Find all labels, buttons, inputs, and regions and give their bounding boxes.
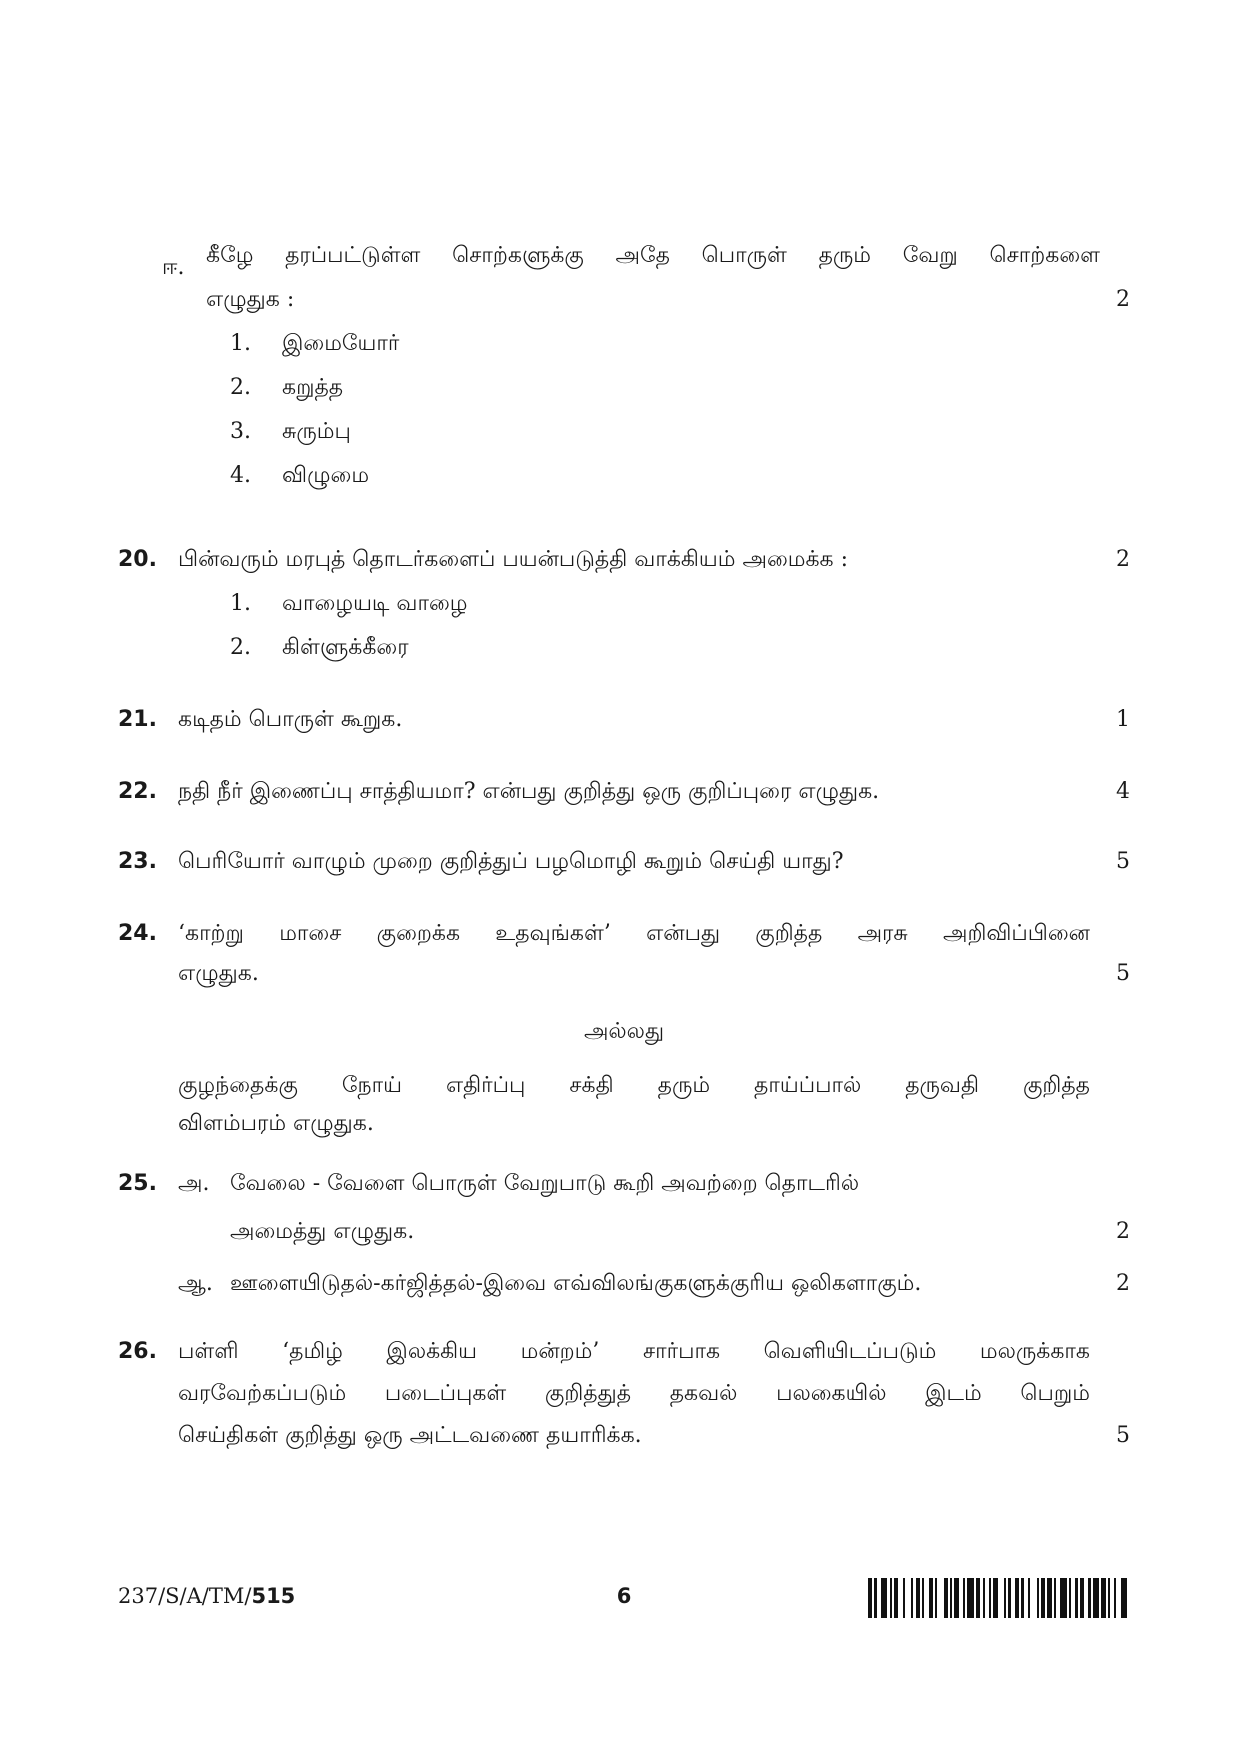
question-text-line2: வரவேற்கப்படும் படைப்புகள் குறித்துத் தகவல் பலகையில் இடம் பெறும் <box>178 1381 1090 1406</box>
list-item-word: விழுமை <box>282 463 370 488</box>
question-26 <box>118 1330 1130 1470</box>
question-text-line1: ‘காற்று மாசை குறைக்க உதவுங்கள்’ என்பது குறித்த அரசு அறிவிப்பினை <box>178 921 1090 946</box>
question-text-line3: செய்திகள் குறித்து ஒரு அட்டவணை தயாரிக்க. <box>178 1423 642 1448</box>
list-item-word: கிள்ளுக்கீரை <box>282 635 409 660</box>
marks: 2 <box>1116 1219 1130 1244</box>
question-21 <box>118 698 1130 742</box>
question-19e <box>118 243 1130 488</box>
alternate-text-line1: குழந்தைக்கு நோய் எதிர்ப்பு சக்தி தரும் தாய்ப்பால் தருவதி குறித்த <box>178 1073 1090 1098</box>
question-22 <box>118 770 1130 814</box>
sub-question-a-line2: அமைத்து எழுதுக. <box>230 1219 415 1244</box>
list-item-number: 1. <box>230 331 251 356</box>
sub-question-label: அ. <box>178 1171 210 1196</box>
list-item <box>230 454 830 498</box>
list-item-number: 1. <box>230 591 251 616</box>
question-23 <box>118 840 1130 884</box>
question-number: 26. <box>118 1339 157 1364</box>
question-number: 23. <box>118 849 157 874</box>
question-number: 21. <box>118 707 157 732</box>
question-text: பெரியோர் வாழும் முறை குறித்துப் பழமொழி கூறும் செய்தி யாது? <box>178 849 844 874</box>
sub-question-label: ஈ. <box>162 255 185 280</box>
paper-code-prefix: 237/S/A/TM/ <box>118 1584 252 1608</box>
question-text-line1: பள்ளி ‘தமிழ் இலக்கிய மன்றம்’ சார்பாக வெளியிடப்படும் மலருக்காக <box>178 1339 1090 1364</box>
question-number: 25. <box>118 1171 157 1196</box>
question-text: பின்வரும் மரபுத் தொடர்களைப் பயன்படுத்தி வாக்கியம் அமைக்க : <box>178 547 849 572</box>
question-25 <box>118 1162 1130 1312</box>
paper-code-suffix: 515 <box>251 1584 296 1608</box>
marks: 5 <box>1116 849 1130 874</box>
list-item-word: இமையோர் <box>282 331 400 356</box>
marks: 4 <box>1116 779 1130 804</box>
question-text-line2: எழுதுக. <box>178 961 259 986</box>
list-item-number: 4. <box>230 463 251 488</box>
page-footer <box>118 1578 1130 1618</box>
list-item <box>230 582 830 626</box>
page-number: 6 <box>616 1584 632 1608</box>
list-item <box>230 626 830 670</box>
or-separator: அல்லது <box>583 1019 665 1044</box>
question-text: நதி நீர் இணைப்பு சாத்தியமா? என்பது குறித்து ஒரு குறிப்புரை எழுதுக. <box>178 779 880 804</box>
question-24 <box>118 912 1130 1136</box>
list-item-number: 3. <box>230 419 251 444</box>
list-item <box>230 322 830 366</box>
marks: 2 <box>1116 1271 1130 1296</box>
list-item-number: 2. <box>230 635 251 660</box>
barcode <box>868 1578 1130 1618</box>
question-number: 20. <box>118 547 157 572</box>
question-20 <box>118 538 1130 678</box>
marks: 2 <box>1116 547 1130 572</box>
marks: 5 <box>1116 961 1130 986</box>
alternate-text-line2: விளம்பரம் எழுதுக. <box>178 1111 374 1136</box>
sub-question-b-text: ஊளையிடுதல்-கர்ஜித்தல்-இவை எவ்விலங்குகளுக்குரிய ஒலிகளாகும். <box>230 1271 922 1296</box>
barcode-bar <box>1127 1578 1129 1618</box>
marks: 2 <box>1116 287 1130 312</box>
question-text: கடிதம் பொருள் கூறுக. <box>178 707 403 732</box>
question-text-line1: கீழே தரப்பட்டுள்ள சொற்களுக்கு அதே பொருள் தரும் வேறு சொற்களை <box>206 243 1100 268</box>
list-item <box>230 410 830 454</box>
question-number: 22. <box>118 779 157 804</box>
list-item-word: கறுத்த <box>282 375 344 400</box>
marks: 1 <box>1116 707 1130 732</box>
question-text-line2: எழுதுக : <box>206 287 295 312</box>
list-item-word: வாழையடி வாழை <box>282 591 468 616</box>
sub-question-a-line1: வேலை - வேளை பொருள் வேறுபாடு கூறி அவற்றை தொடரில் <box>230 1171 860 1196</box>
list-item-number: 2. <box>230 375 251 400</box>
question-number: 24. <box>118 921 157 946</box>
list-item <box>230 366 830 410</box>
list-item-word: சுரும்பு <box>282 419 351 444</box>
sub-question-label: ஆ. <box>178 1271 213 1296</box>
marks: 5 <box>1116 1423 1130 1448</box>
